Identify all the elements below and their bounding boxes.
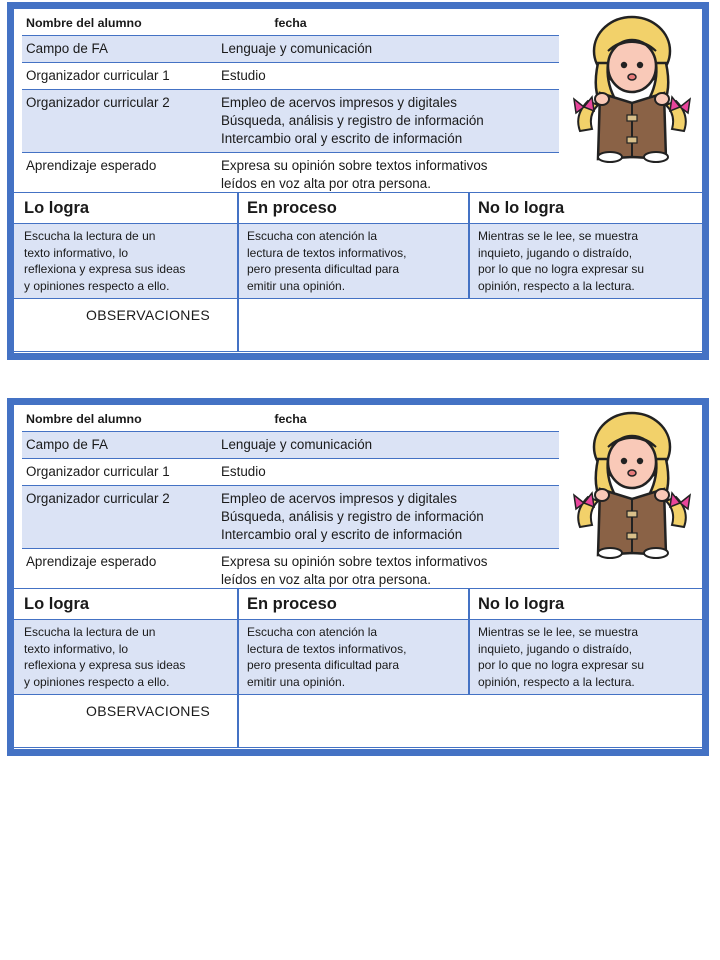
- date-label: fecha: [274, 16, 307, 30]
- rubric-description-row: [14, 224, 702, 299]
- rubric-desc-in-process: Escucha con atención la lectura de textos informativos, pero presenta dificultad para emitir una opinión.: [247, 229, 407, 293]
- student-name-label: Nombre del alumno: [26, 412, 142, 426]
- girl-reading-book-icon: [562, 11, 702, 163]
- info-row: [22, 153, 559, 193]
- rubric-header-row: [14, 192, 702, 224]
- evaluation-card: [7, 398, 709, 756]
- rubric-header-achieved: Lo logra: [24, 595, 90, 613]
- date-label: fecha: [274, 412, 307, 426]
- column-divider: [237, 224, 239, 298]
- column-divider: [237, 299, 239, 351]
- info-table: [22, 9, 559, 193]
- card-body: [14, 405, 702, 749]
- card-body: [14, 9, 702, 353]
- row-value: Expresa su opinión sobre textos informativos leídos en voz alta por otra persona.: [221, 554, 488, 587]
- column-divider: [237, 193, 239, 223]
- observations-label: OBSERVACIONES: [86, 703, 210, 719]
- column-divider: [237, 620, 239, 694]
- rubric-header-row: [14, 588, 702, 620]
- column-divider: [468, 193, 470, 223]
- observations-row: [14, 299, 702, 352]
- row-value: Estudio: [221, 464, 266, 479]
- rubric-desc-achieved: Escucha la lectura de un texto informativo, lo reflexiona y expresa sus ideas y opiniones respecto a ello.: [24, 625, 186, 689]
- rubric-header-not-achieved: No lo logra: [478, 595, 565, 613]
- header-row: [22, 405, 559, 432]
- row-label: Organizador curricular 1: [26, 68, 170, 83]
- rubric-desc-achieved: Escucha la lectura de un texto informativo, lo reflexiona y expresa sus ideas y opiniones respecto a ello.: [24, 229, 186, 293]
- girl-reading-book-icon: [562, 407, 702, 559]
- column-divider: [237, 589, 239, 619]
- header-row: [22, 9, 559, 36]
- observations-label: OBSERVACIONES: [86, 307, 210, 323]
- rubric-desc-not-achieved: Mientras se le lee, se muestra inquieto, jugando o distraído, por lo que no logra expresar su opinión, respecto a la lectura.: [478, 229, 645, 293]
- row-value: Expresa su opinión sobre textos informativos leídos en voz alta por otra persona.: [221, 158, 488, 191]
- row-value: Empleo de acervos impresos y digitales Búsqueda, análisis y registro de información Intercambio oral y escrito de información: [221, 491, 484, 542]
- info-row: [22, 432, 559, 459]
- column-divider: [237, 695, 239, 747]
- rubric-table: [14, 192, 702, 352]
- info-row: [22, 63, 559, 90]
- rubric-desc-not-achieved: Mientras se le lee, se muestra inquieto, jugando o distraído, por lo que no logra expresar su opinión, respecto a la lectura.: [478, 625, 645, 689]
- rubric-header-not-achieved: No lo logra: [478, 199, 565, 217]
- info-row: [22, 549, 559, 589]
- info-row: [22, 459, 559, 486]
- row-label: Aprendizaje esperado: [26, 158, 157, 173]
- student-name-label: Nombre del alumno: [26, 16, 142, 30]
- info-row: [22, 36, 559, 63]
- row-value: Empleo de acervos impresos y digitales Búsqueda, análisis y registro de información Intercambio oral y escrito de información: [221, 95, 484, 146]
- rubric-header-achieved: Lo logra: [24, 199, 90, 217]
- column-divider: [468, 589, 470, 619]
- row-label: Campo de FA: [26, 41, 108, 56]
- info-row: [22, 90, 559, 153]
- info-table: [22, 405, 559, 589]
- row-label: Organizador curricular 1: [26, 464, 170, 479]
- row-label: Organizador curricular 2: [26, 95, 170, 110]
- rubric-desc-in-process: Escucha con atención la lectura de textos informativos, pero presenta dificultad para emitir una opinión.: [247, 625, 407, 689]
- row-value: Lenguaje y comunicación: [221, 437, 373, 452]
- row-value: Lenguaje y comunicación: [221, 41, 373, 56]
- row-label: Aprendizaje esperado: [26, 554, 157, 569]
- rubric-header-in-process: En proceso: [247, 199, 337, 217]
- rubric-header-in-process: En proceso: [247, 595, 337, 613]
- evaluation-card: [7, 2, 709, 360]
- rubric-table: [14, 588, 702, 748]
- column-divider: [468, 224, 470, 298]
- row-label: Campo de FA: [26, 437, 108, 452]
- rubric-description-row: [14, 620, 702, 695]
- column-divider: [468, 620, 470, 694]
- info-row: [22, 486, 559, 549]
- row-value: Estudio: [221, 68, 266, 83]
- observations-row: [14, 695, 702, 748]
- row-label: Organizador curricular 2: [26, 491, 170, 506]
